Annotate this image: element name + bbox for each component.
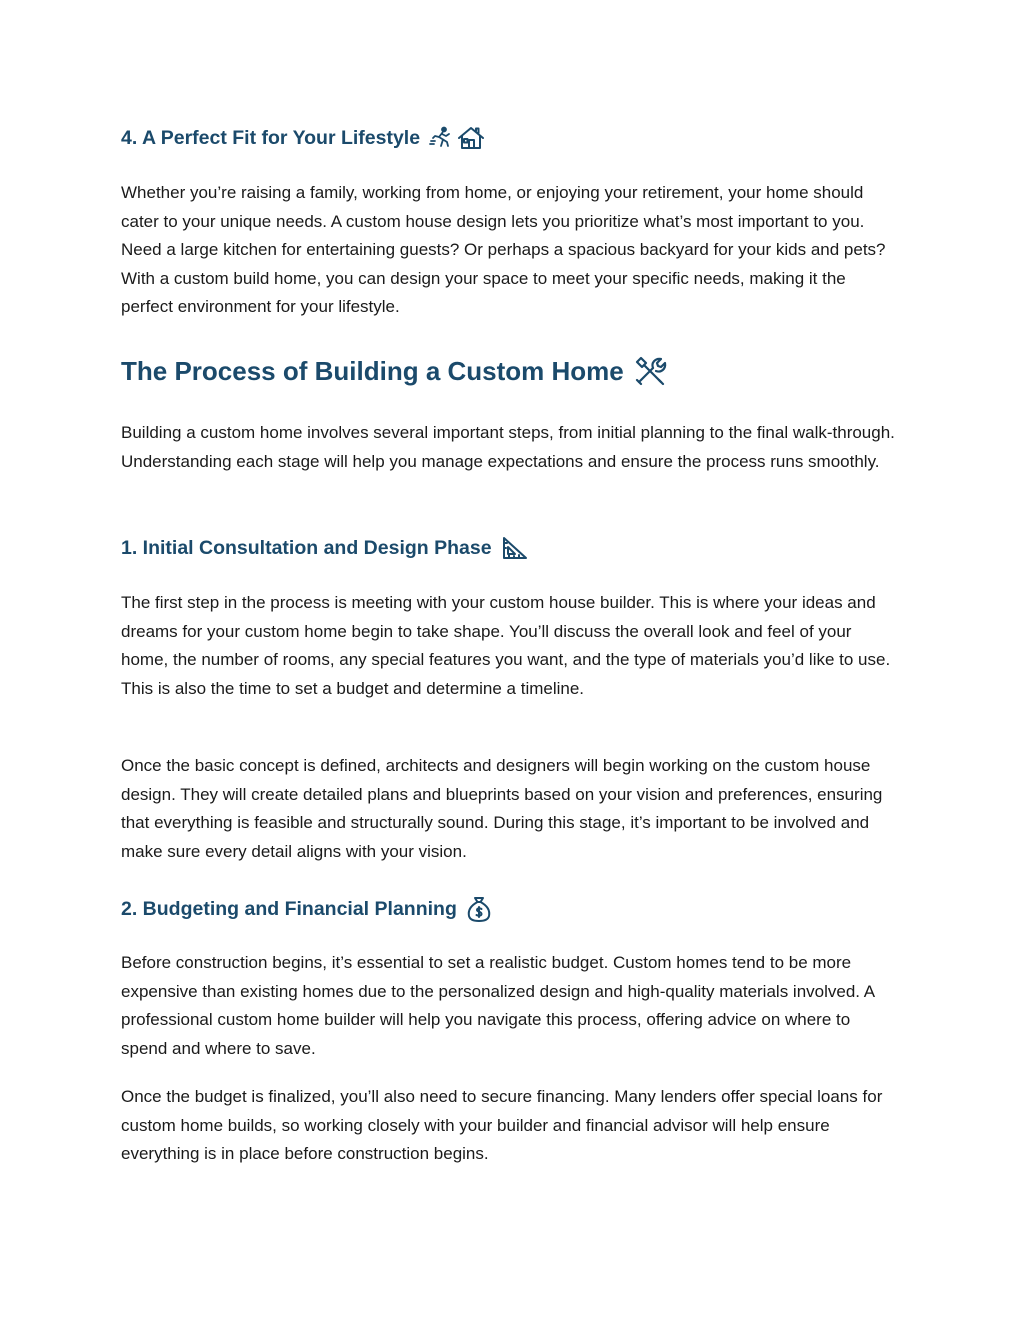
lifestyle-paragraph: Whether you’re raising a family, working from home, or enjoying your retirement, your home should cater to your unique needs. A custom house design lets you prioritize what’s most important to you. Need a large kitchen for entertaining guests? Or perhaps a spacious backyard for your kids and pets? With a custom build home, you can design your space to meet your specific needs, making it the perfect environment for your lifestyle. [121,183,886,317]
budgeting-heading-text: 2. Budgeting and Financial Planning [121,898,457,920]
running-person-icon [429,126,453,150]
budgeting-heading [121,895,901,923]
process-heading [121,354,901,388]
budgeting-paragraph-1: Before construction begins, it’s essential to set a realistic budget. Custom homes tend to be more expensive than existing homes due to the personalized design and high-quality materials involved. A professional custom home builder will help you navigate this process, offering advice on where to spend and where to save. [121,953,875,1058]
money-bag-icon [466,895,492,923]
consultation-heading [121,535,901,561]
budgeting-paragraph-2: Once the budget is finalized, you’ll also need to secure financing. Many lenders offer special loans for custom home builds, so working closely with your builder and financial advisor will help ensure everything is in place before construction begins. [121,1087,883,1164]
consultation-heading-text: 1. Initial Consultation and Design Phase [121,537,492,559]
consultation-paragraph-1: The first step in the process is meeting with your custom house builder. This is where your ideas and dreams for your custom home begin to take shape. You’ll discuss the overall look and feel of your home, the number of rooms, any special features you want, and the type of materials you’d like to use. This is also the time to set a budget and determine a timeline. [121,593,891,698]
lifestyle-heading [121,125,901,151]
lifestyle-heading-text: 4. A Perfect Fit for Your Lifestyle [121,127,421,149]
consultation-paragraph-2: Once the basic concept is defined, architects and designers will begin working on the custom house design. They will create detailed plans and blueprints based on your vision and preferences, ensuring that everything is feasible and structurally sound. During this stage, it’s important to be involved and make sure every detail aligns with your vision. [121,756,883,861]
process-paragraph: Building a custom home involves several important steps, from initial planning to the final walk-through. Understanding each stage will help you manage expectations and ensure the process runs smoothly. [121,423,895,471]
triangle-ruler-icon [501,535,529,561]
house-icon [457,126,485,150]
process-heading-text: The Process of Building a Custom Home [121,356,624,386]
tools-icon [633,354,667,388]
